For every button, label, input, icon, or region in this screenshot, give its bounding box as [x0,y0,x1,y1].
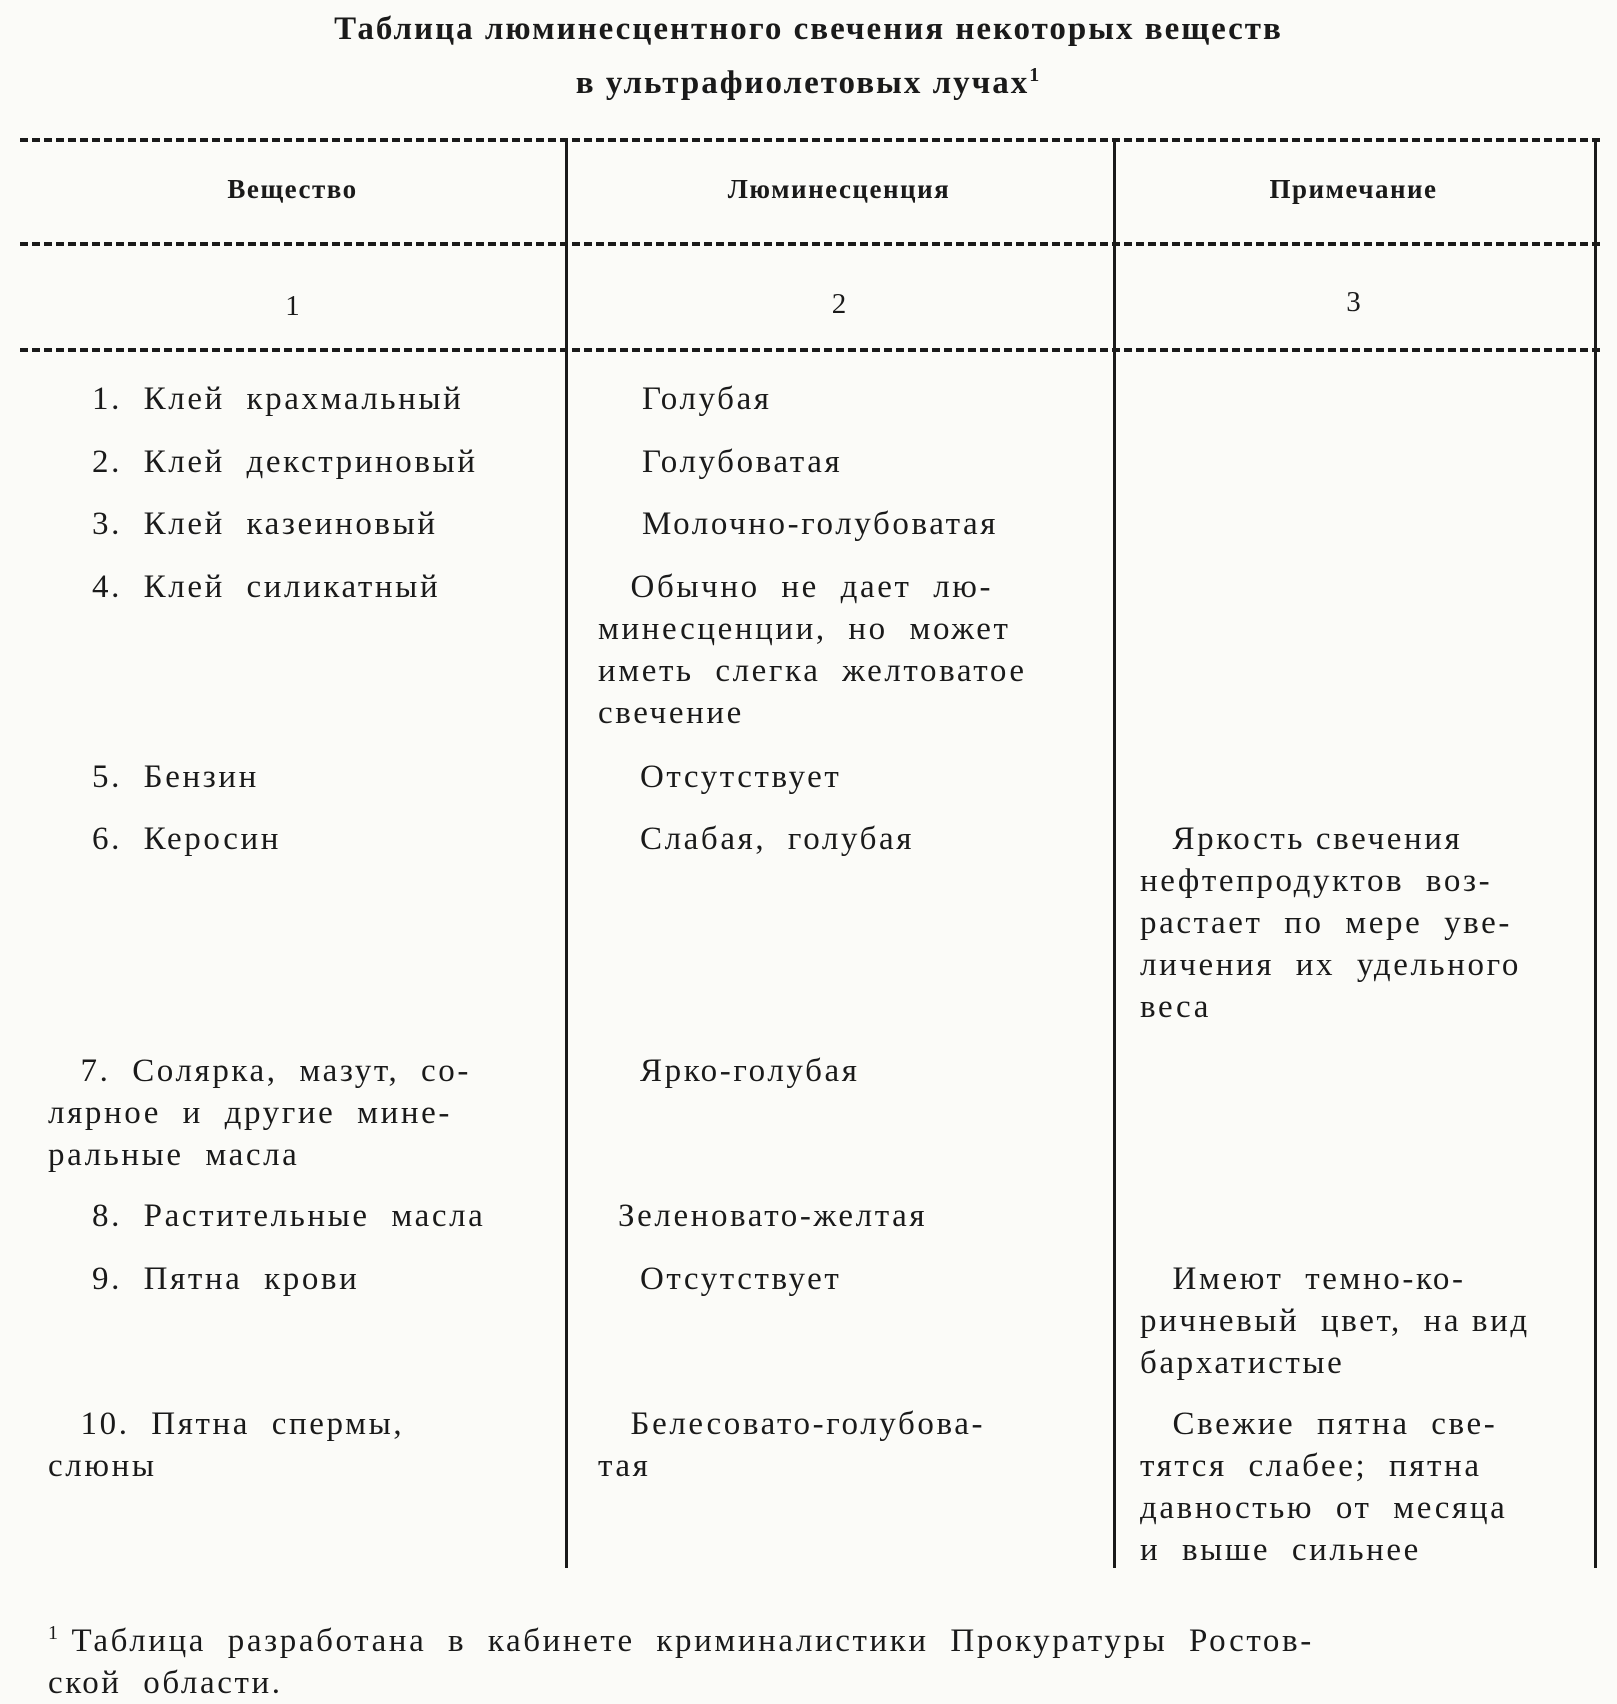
row-10-luminescence: Белесовато-голубова- тая [598,1406,986,1484]
row-4-luminescence: Обычно не дает лю- минесценции, но может иметь слегка желтоватое свечение [598,569,1027,731]
row-8-luminescence: Зеленовато-желтая [618,1198,928,1234]
column-numbers-divider [20,348,1600,352]
row-5-luminescence: Отсутствует [640,759,842,795]
column-divider-2 [1113,138,1116,1568]
footnote-number: 1 [48,1622,61,1644]
row-6-luminescence: Слабая, голубая [640,821,915,857]
column-number-3: 3 [1346,286,1361,318]
column-number-2: 2 [831,288,847,320]
footnote-mark: 1 [1029,64,1042,86]
title-line-1: Таблица люминесцентного свечения некоторых веществ [334,11,1283,47]
row-2-substance: 2. Клей декстриновый [92,444,478,480]
row-5-substance: 5. Бензин [92,759,259,795]
footnote [48,1612,1588,1704]
footnote-text: Таблица разработана в кабинете криминалистики Прокуратуры Ростов- ской области. [48,1623,1314,1701]
row-3-substance: 3. Клей казеиновый [92,506,438,542]
column-number-1: 1 [285,290,300,322]
row-9-luminescence: Отсутствует [640,1261,842,1297]
row-4-substance: 4. Клей силикатный [92,569,441,605]
luminescence-table [20,138,1600,1568]
header-note: Примечание [1269,174,1438,204]
row-6-substance: 6. Керосин [92,821,282,857]
row-3-luminescence: Молочно-голубоватая [642,506,999,542]
row-1-luminescence: Голубая [642,381,772,417]
table-title [0,6,1617,106]
row-2-luminescence: Голубоватая [642,444,843,480]
row-7-luminescence: Ярко-голубая [640,1053,860,1089]
row-9-substance: 9. Пятна крови [92,1261,360,1297]
header-luminescence: Люминесценция [727,174,951,204]
column-divider-1 [565,138,568,1568]
header-substance: Вещество [227,174,358,204]
row-10-note: Свежие пятна све- тятся слабее; пятна давностью от месяца и выше сильнее [1140,1406,1508,1568]
header-divider [20,242,1600,246]
row-6-note: Яркость свечения нефтепродуктов воз- растает по мере уве- личения их удельного веса [1140,821,1521,1025]
row-8-substance: 8. Растительные масла [92,1198,486,1234]
row-10-substance: 10. Пятна спермы, слюны [48,1406,405,1484]
row-1-substance: 1. Клей крахмальный [92,381,464,417]
table-top-border [20,138,1600,142]
title-line-2 [0,52,1617,106]
table-right-border [1594,138,1597,1568]
row-9-note: Имеют темно-ко- ричневый цвет, на вид бархатистые [1140,1261,1530,1381]
row-7-substance: 7. Солярка, мазут, со- лярное и другие мине- ральные масла [48,1053,471,1173]
title-line-2-text: в ультрафиолетовых лучах [575,65,1030,101]
